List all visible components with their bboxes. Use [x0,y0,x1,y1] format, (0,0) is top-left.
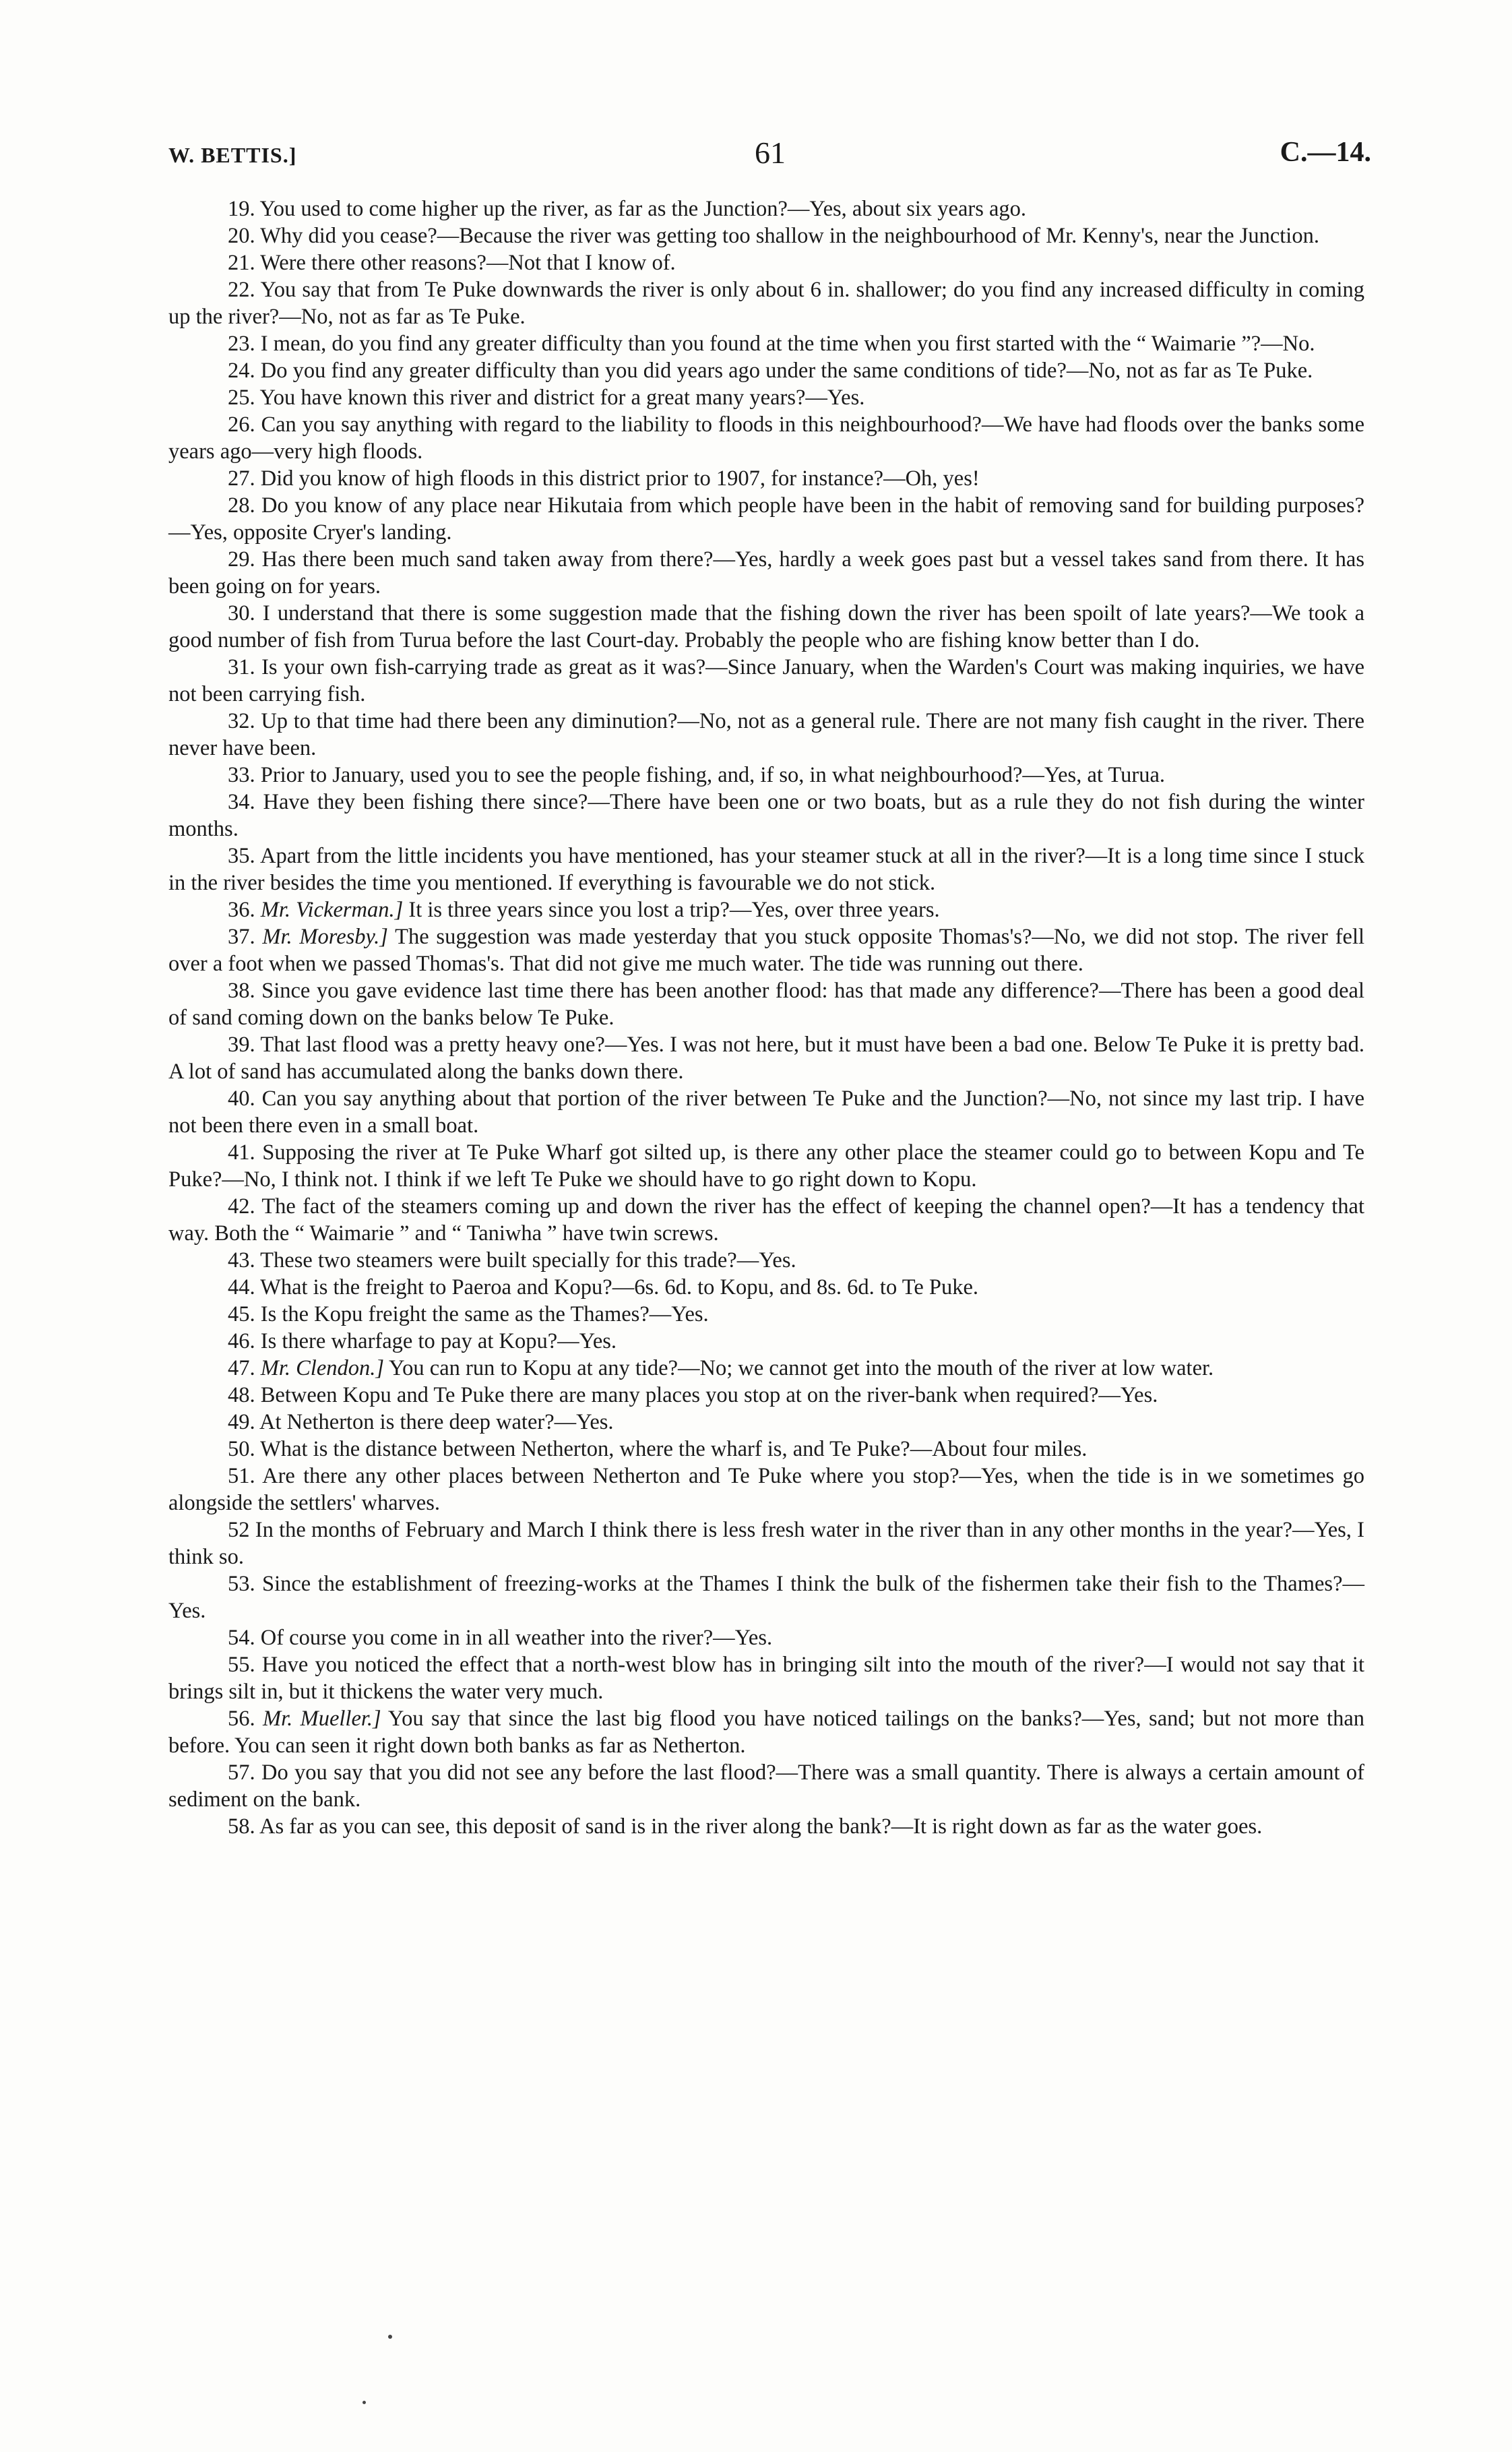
question-answer-paragraph [168,1382,1364,1409]
question-number: 52 [228,1518,250,1542]
examiner-name: Mr. Clendon.] [260,1356,385,1380]
question-number: 48. [228,1383,255,1407]
question-answer-text: Are there any other places between Netherton and Te Puke where you stop?—Yes, when the tide is in we sometimes go alongside the settlers' wharves. [168,1464,1364,1515]
question-answer-paragraph [168,1570,1364,1624]
question-answer-paragraph [168,1301,1364,1328]
question-answer-text: Is there wharfage to pay at Kopu?—Yes. [260,1329,617,1353]
question-answer-text: These two steamers were built specially for this trade?—Yes. [260,1248,796,1273]
question-answer-text: Have you noticed the effect that a north-west blow has in bringing silt into the mouth of the river?—I would not say that it brings silt in, but it thickens the water very much. [168,1653,1364,1704]
question-number: 22. [228,278,255,302]
question-answer-paragraph [168,357,1364,384]
question-answer-text: Since you gave evidence last time there has been another flood: has that made any difference?—There has been a good deal of sand coming down on the banks below Te Puke. [168,979,1365,1030]
question-number: 49. [228,1410,255,1434]
question-answer-paragraph [168,249,1364,276]
question-answer-text: At Netherton is there deep water?—Yes. [259,1410,614,1434]
question-answer-paragraph [168,1705,1364,1759]
question-answer-paragraph [168,465,1364,492]
question-answer-paragraph [168,1328,1364,1355]
question-answer-text: What is the freight to Paeroa and Kopu?—6s. 6d. to Kopu, and 8s. 6d. to Te Puke. [260,1275,979,1299]
question-number: 27. [228,466,255,491]
document-reference: C.—14. [1280,137,1371,168]
speck-mark [363,2401,366,2404]
question-answer-text: Is your own fish-carrying trade as great as it was?—Since January, when the Warden's Court was making inquiries, we have not been carrying fish. [168,655,1365,706]
question-answer-paragraph [168,1409,1364,1436]
question-answer-text: Apart from the little incidents you have mentioned, has your steamer stuck at all in the river?—It is a long time since I stuck in the river besides the time you mentioned. If everything is favourable we do not stick. [168,844,1364,895]
question-answer-paragraph [168,384,1364,411]
question-answer-text: Can you say anything with regard to the liability to floods in this neighbourhood?—We have had floods over the banks some years ago—very high floods. [168,412,1365,464]
question-number: 47. [228,1356,255,1380]
question-number: 38. [228,979,255,1003]
question-answer-paragraph [168,708,1364,762]
question-number: 56. [228,1707,255,1731]
question-number: 43. [228,1248,255,1273]
question-answer-text: Up to that time had there been any diminution?—No, not as a general rule. There are not many fish caught in the river. There never have been. [168,709,1364,760]
question-number: 25. [228,386,255,410]
question-answer-paragraph [168,1274,1364,1301]
question-number: 46. [228,1329,255,1353]
question-answer-paragraph [168,330,1364,357]
question-answer-paragraph [168,1247,1364,1274]
question-answer-text: Between Kopu and Te Puke there are many places you stop at on the river-bank when required?—Yes. [260,1383,1158,1407]
question-answer-text: Supposing the river at Te Puke Wharf got silted up, is there any other place the steamer could go to between Kopu and Te Puke?—No, I think not. I think if we left Te Puke we should have to go right down to Kopu. [168,1140,1364,1192]
question-number: 34. [228,790,255,814]
question-answer-paragraph [168,1516,1364,1570]
question-number: 31. [228,655,255,679]
question-answer-text: Can you say anything about that portion of the river between Te Puke and the Junction?—No, not since my last trip. I have not been there even in a small boat. [168,1086,1365,1138]
question-answer-text: You can run to Kopu at any tide?—No; we cannot get into the mouth of the river at low water. [388,1356,1214,1380]
examiner-name: Mr. Mueller.] [263,1707,381,1731]
question-answer-paragraph [168,600,1364,654]
question-answer-paragraph [168,492,1364,546]
question-number: 40. [228,1086,255,1111]
question-answer-text: Did you know of high floods in this district prior to 1907, for instance?—Oh, yes! [260,466,980,491]
question-answer-text: The fact of the steamers coming up and down the river has the effect of keeping the channel open?—It has a tendency that way. Both the “ Waimarie ” and “ Taniwha ” have twin screws. [168,1194,1364,1246]
question-answer-paragraph [168,1651,1364,1705]
page-number: 61 [755,135,786,170]
question-number: 24. [228,359,255,383]
question-answer-paragraph [168,546,1364,600]
question-number: 30. [228,601,255,625]
question-answer-paragraph [168,842,1364,896]
question-answer-text: You say that since the last big flood you have noticed tailings on the banks?—Yes, sand; but not more than before. You can seen it right down both banks as far as Netherton. [168,1707,1365,1758]
question-answer-paragraph [168,411,1364,465]
question-number: 20. [228,224,255,248]
question-answer-text: Is the Kopu freight the same as the Thames?—Yes. [260,1302,709,1326]
question-answer-paragraph [168,1624,1364,1651]
question-answer-text: Have they been fishing there since?—There have been one or two boats, but as a rule they do not fish during the winter months. [168,790,1364,841]
question-number: 29. [228,547,255,572]
question-number: 32. [228,709,255,733]
question-answer-paragraph [168,1813,1364,1840]
question-number: 54. [228,1626,255,1650]
question-number: 51. [228,1464,255,1488]
question-answer-paragraph [168,1463,1364,1516]
question-number: 36. [228,898,255,922]
question-number: 44. [228,1275,255,1299]
question-answer-text: Prior to January, used you to see the people fishing, and, if so, in what neighbourhood?—Yes, at Turua. [260,763,1166,787]
speck-mark [388,2335,392,2339]
question-answer-paragraph [168,276,1364,330]
examiner-name: Mr. Vickerman.] [260,898,404,922]
question-answer-paragraph [168,1355,1364,1382]
question-number: 57. [228,1760,255,1785]
question-answer-paragraph [168,1139,1364,1193]
question-number: 50. [228,1437,255,1461]
question-number: 28. [228,493,255,518]
question-answer-text: I mean, do you find any greater difficulty than you found at the time when you first started with the “ Waimarie ”?—No. [260,332,1315,356]
question-answer-text: Were there other reasons?—Not that I know of. [260,251,676,275]
question-number: 58. [228,1814,255,1839]
question-answer-text: Of course you come in in all weather into the river?—Yes. [260,1626,773,1650]
question-answer-text: In the months of February and March I think there is less fresh water in the river than in any other months in the year?—Yes, I think so. [168,1518,1365,1569]
question-answer-text: Do you find any greater difficulty than you did years ago under the same conditions of tide?—No, not as far as Te Puke. [260,359,1313,383]
question-answer-text: Since the establishment of freezing-works at the Thames I think the bulk of the fishermen take their fish to the Thames?—Yes. [168,1572,1364,1623]
question-answer-paragraph [168,1193,1364,1247]
page-header [168,135,1371,175]
question-answer-text: The suggestion was made yesterday that you stuck opposite Thomas's?—No, we did not stop. The river fell over a foot when we passed Thomas's. That did not give me much water. The tide was running out there. [168,925,1365,976]
question-answer-text: I understand that there is some suggestion made that the fishing down the river has been spoilt of late years?—We took a good number of fish from Turua before the last Court-day. Probably the people who are fishing know better than I do. [168,601,1365,652]
question-answer-text: Has there been much sand taken away from there?—Yes, hardly a week goes past but a vessel takes sand from there. It has been going on for years. [168,547,1364,599]
question-answer-text: That last flood was a pretty heavy one?—Yes. I was not here, but it must have been a bad one. Below Te Puke it is pretty bad. A lot of sand has accumulated along the banks down there. [168,1033,1364,1084]
testimony-body [168,195,1364,1840]
question-answer-paragraph [168,762,1364,789]
question-number: 39. [228,1033,255,1057]
question-number: 35. [228,844,255,868]
question-answer-text: Do you know of any place near Hikutaia from which people have been in the habit of removing sand for building purposes?—Yes, opposite Cryer's landing. [168,493,1364,545]
question-answer-paragraph [168,896,1364,923]
question-answer-paragraph [168,195,1364,222]
question-number: 42. [228,1194,255,1219]
question-number: 55. [228,1653,255,1677]
question-answer-paragraph [168,1031,1364,1085]
question-number: 41. [228,1140,255,1165]
question-number: 37. [228,925,255,949]
question-answer-text: Why did you cease?—Because the river was getting too shallow in the neighbourhood of Mr. Kenny's, near the Junction. [260,224,1319,248]
question-answer-text: You have known this river and district for a great many years?—Yes. [259,386,865,410]
question-answer-text: You say that from Te Puke downwards the river is only about 6 in. shallower; do you find any increased difficulty in coming up the river?—No, not as far as Te Puke. [168,278,1364,329]
question-number: 33. [228,763,255,787]
question-answer-paragraph [168,1436,1364,1463]
question-answer-paragraph [168,654,1364,708]
question-answer-text: As far as you can see, this deposit of sand is in the river along the bank?—It is right down as far as the water goes. [259,1814,1263,1839]
question-answer-text: Do you say that you did not see any before the last flood?—There was a small quantity. There is always a certain amount of sediment on the bank. [168,1760,1364,1812]
question-number: 23. [228,332,255,356]
question-answer-text: You used to come higher up the river, as far as the Junction?—Yes, about six years ago. [259,197,1027,221]
question-answer-paragraph [168,923,1364,977]
question-answer-paragraph [168,1085,1364,1139]
question-answer-paragraph [168,977,1364,1031]
witness-name: W. BETTIS.] [168,143,297,167]
question-answer-text: It is three years since you lost a trip?—Yes, over three years. [408,898,940,922]
question-answer-paragraph [168,222,1364,249]
question-number: 19. [228,197,255,221]
question-answer-paragraph [168,789,1364,842]
question-answer-paragraph [168,1759,1364,1813]
question-number: 26. [228,412,255,437]
question-number: 45. [228,1302,255,1326]
question-number: 53. [228,1572,255,1596]
question-answer-text: What is the distance between Netherton, where the wharf is, and Te Puke?—About four miles. [260,1437,1088,1461]
examiner-name: Mr. Moresby.] [262,925,388,949]
question-number: 21. [228,251,255,275]
